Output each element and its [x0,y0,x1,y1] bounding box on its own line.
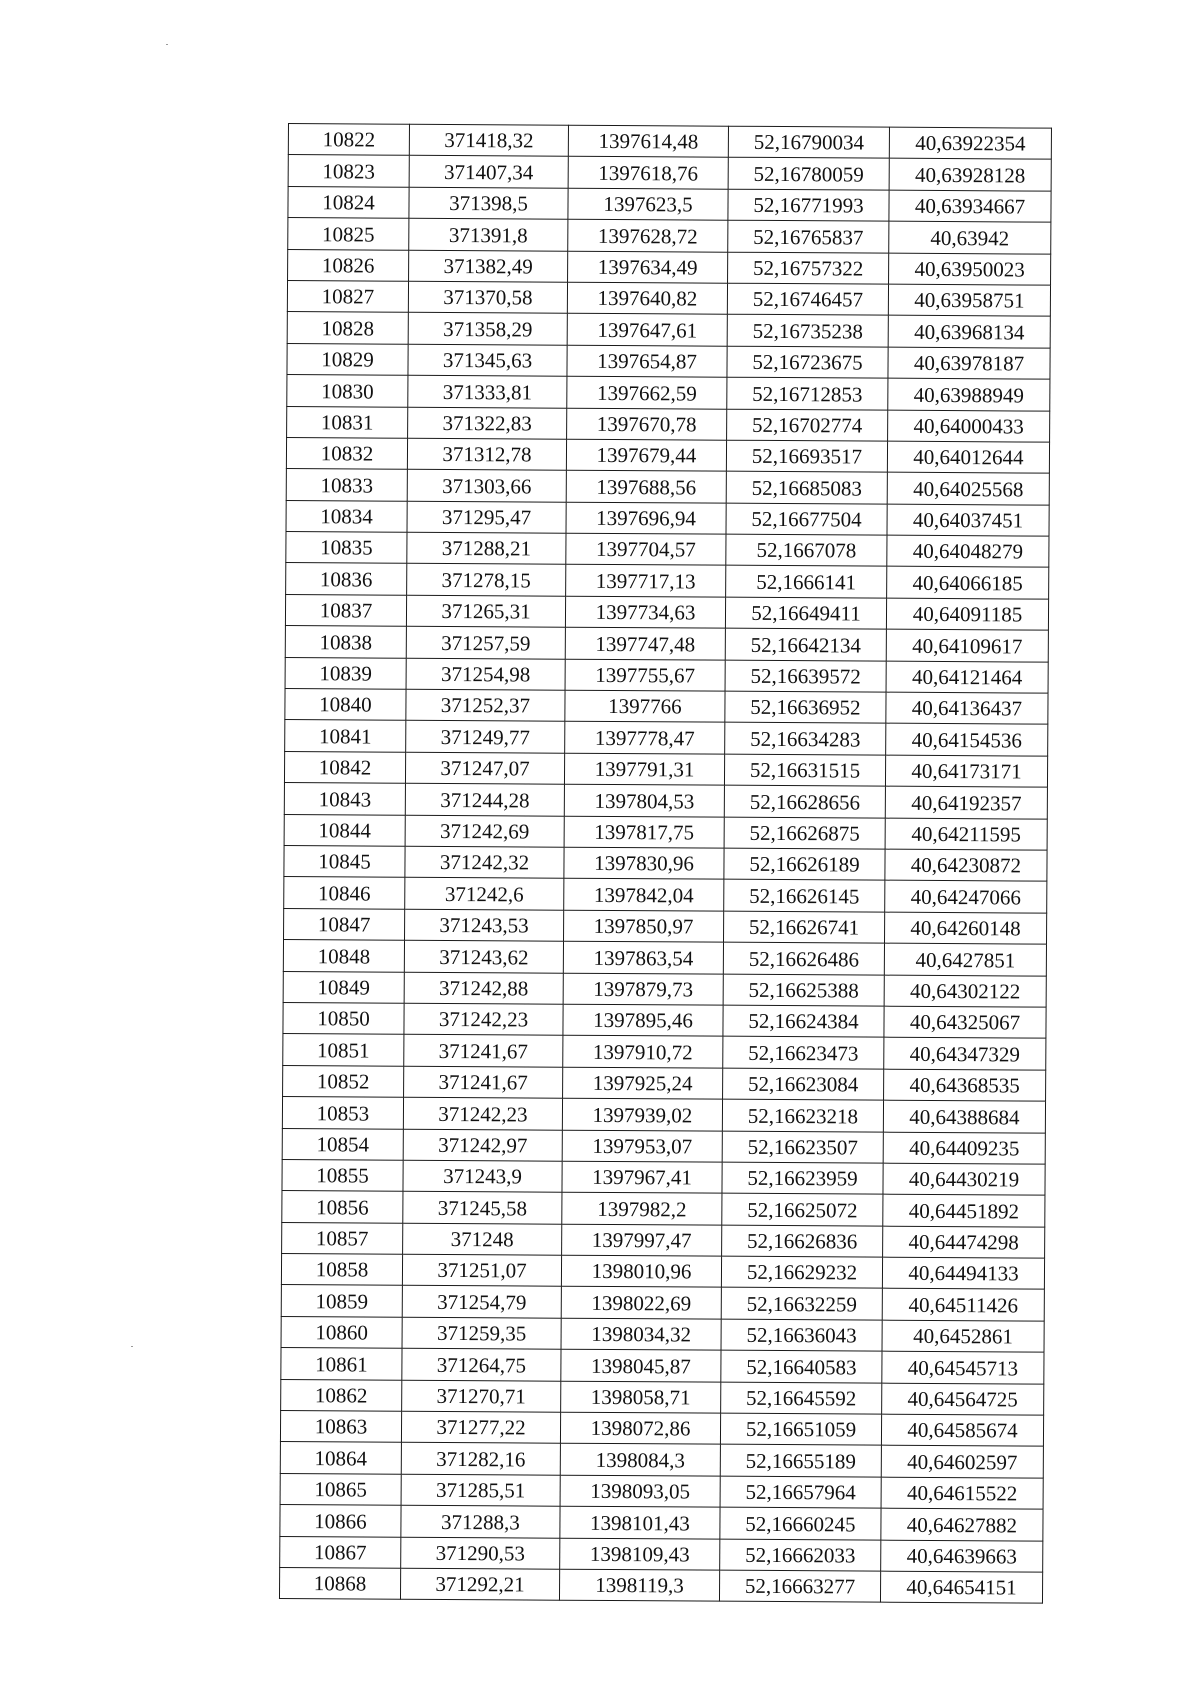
coordinates-table-body [279,124,1051,1604]
x-coordinate-cell: 371277,22 [401,1411,560,1443]
table-row [280,1410,1043,1446]
scan-speck [166,44,168,45]
table-row [284,908,1047,944]
point-number-cell: 10868 [279,1567,400,1599]
point-number-cell: 10826 [288,249,409,281]
table-row [283,1034,1046,1070]
point-number-cell: 10859 [281,1285,402,1317]
table-row [284,877,1047,913]
point-number-cell: 10864 [280,1442,401,1474]
table-row [285,657,1048,693]
longitude-cell: 40,63988949 [888,378,1050,410]
table-row [281,1348,1044,1384]
longitude-cell: 40,63958751 [888,284,1050,316]
y-coordinate-cell: 1398119,3 [559,1569,719,1601]
point-number-cell: 10840 [285,689,406,721]
table-row [287,375,1050,411]
x-coordinate-cell: 371398,5 [409,187,568,219]
x-coordinate-cell: 371270,71 [402,1380,561,1412]
table-row [285,689,1048,725]
x-coordinate-cell: 371245,58 [403,1192,562,1224]
longitude-cell: 40,64639663 [881,1540,1043,1572]
latitude-cell: 52,16693517 [726,440,887,472]
y-coordinate-cell: 1397879,73 [563,973,723,1005]
y-coordinate-cell: 1397925,24 [563,1067,723,1099]
table-row [280,1505,1043,1541]
latitude-cell: 52,16757322 [728,252,889,284]
y-coordinate-cell: 1398045,87 [561,1349,721,1381]
x-coordinate-cell: 371252,37 [406,689,565,721]
table-row [288,155,1051,191]
x-coordinate-cell: 371241,67 [404,1066,563,1098]
longitude-cell: 40,64136437 [886,692,1048,724]
latitude-cell: 52,16631515 [724,754,885,786]
latitude-cell: 52,16636043 [721,1319,882,1351]
y-coordinate-cell: 1398072,86 [560,1412,720,1444]
y-coordinate-cell: 1397863,54 [563,941,723,973]
longitude-cell: 40,64511426 [882,1289,1044,1321]
latitude-cell: 52,16623959 [722,1162,883,1194]
y-coordinate-cell: 1397679,44 [566,439,726,471]
point-number-cell: 10839 [285,657,406,689]
table-row [288,186,1051,222]
latitude-cell: 52,16790034 [728,126,889,158]
table-row [282,1097,1045,1133]
x-coordinate-cell: 371382,49 [409,250,568,282]
longitude-cell: 40,64388684 [883,1100,1045,1132]
latitude-cell: 52,16623084 [723,1068,884,1100]
table-row [281,1285,1044,1321]
point-number-cell: 10830 [287,375,408,407]
longitude-cell: 40,63928128 [889,159,1051,191]
y-coordinate-cell: 1398022,69 [561,1287,721,1319]
coordinates-table [279,123,1052,1604]
longitude-cell: 40,63942 [889,221,1051,253]
latitude-cell: 52,16624384 [723,1005,884,1037]
point-number-cell: 10865 [280,1473,401,1505]
x-coordinate-cell: 371282,16 [401,1443,560,1475]
latitude-cell: 52,16662033 [720,1539,881,1571]
table-row [284,751,1047,787]
y-coordinate-cell: 1397654,87 [567,345,727,377]
x-coordinate-cell: 371288,3 [401,1505,560,1537]
scan-speck [131,1346,133,1347]
point-number-cell: 10860 [281,1316,402,1348]
y-coordinate-cell: 1397688,56 [566,471,726,503]
table-row [283,940,1046,976]
y-coordinate-cell: 1397640,82 [567,282,727,314]
y-coordinate-cell: 1397717,13 [566,565,726,597]
latitude-cell: 52,16642134 [725,628,886,660]
latitude-cell: 52,16746457 [727,283,888,315]
latitude-cell: 52,16632259 [721,1288,882,1320]
longitude-cell: 40,63950023 [889,253,1051,285]
table-row [287,280,1050,316]
point-number-cell: 10828 [287,312,408,344]
latitude-cell: 52,16636952 [725,691,886,723]
point-number-cell: 10848 [283,940,404,972]
y-coordinate-cell: 1397747,48 [565,627,725,659]
point-number-cell: 10842 [284,751,405,783]
longitude-cell: 40,64602597 [881,1446,1043,1478]
latitude-cell: 52,16702774 [727,409,888,441]
x-coordinate-cell: 371259,35 [402,1317,561,1349]
longitude-cell: 40,64585674 [881,1414,1043,1446]
point-number-cell: 10836 [286,563,407,595]
point-number-cell: 10831 [287,406,408,438]
x-coordinate-cell: 371370,58 [408,281,567,313]
y-coordinate-cell: 1398010,96 [561,1255,721,1287]
point-number-cell: 10857 [282,1222,403,1254]
latitude-cell: 52,16771993 [728,189,889,221]
latitude-cell: 52,16651059 [720,1413,881,1445]
x-coordinate-cell: 371290,53 [401,1537,560,1569]
latitude-cell: 52,16657964 [720,1476,881,1508]
y-coordinate-cell: 1397997,47 [562,1224,722,1256]
table-row [280,1473,1043,1509]
point-number-cell: 10838 [285,626,406,658]
table-row [284,845,1047,881]
x-coordinate-cell: 371292,21 [400,1568,559,1600]
latitude-cell: 52,16712853 [727,377,888,409]
longitude-cell: 40,64048279 [887,535,1049,567]
point-number-cell: 10862 [281,1379,402,1411]
table-row [280,1536,1043,1572]
y-coordinate-cell: 1397634,49 [568,251,728,283]
latitude-cell: 52,16645592 [721,1382,882,1414]
x-coordinate-cell: 371248 [403,1223,562,1255]
y-coordinate-cell: 1397910,72 [563,1036,723,1068]
longitude-cell: 40,64564725 [882,1383,1044,1415]
longitude-cell: 40,64230872 [885,849,1047,881]
point-number-cell: 10866 [280,1505,401,1537]
y-coordinate-cell: 1397614,48 [568,125,728,157]
table-row [288,124,1051,160]
longitude-cell: 40,64154536 [886,724,1048,756]
table-row [285,720,1048,756]
x-coordinate-cell: 371242,88 [404,972,563,1004]
x-coordinate-cell: 371244,28 [405,783,564,815]
x-coordinate-cell: 371407,34 [409,156,568,188]
y-coordinate-cell: 1397967,41 [562,1161,722,1193]
x-coordinate-cell: 371242,23 [404,1003,563,1035]
x-coordinate-cell: 371288,21 [407,532,566,564]
point-number-cell: 10851 [283,1034,404,1066]
longitude-cell: 40,64025568 [887,472,1049,504]
y-coordinate-cell: 1398084,3 [560,1444,720,1476]
x-coordinate-cell: 371243,9 [403,1160,562,1192]
longitude-cell: 40,64474298 [883,1226,1045,1258]
point-number-cell: 10825 [288,218,409,250]
point-number-cell: 10832 [286,437,407,469]
y-coordinate-cell: 1397623,5 [568,188,728,220]
latitude-cell: 52,16639572 [725,660,886,692]
table-row [280,1442,1043,1478]
longitude-cell: 40,64091185 [886,598,1048,630]
y-coordinate-cell: 1397628,72 [568,219,728,251]
y-coordinate-cell: 1397850,97 [564,910,724,942]
y-coordinate-cell: 1397647,61 [567,314,727,346]
y-coordinate-cell: 1397939,02 [562,1098,722,1130]
point-number-cell: 10863 [280,1410,401,1442]
point-number-cell: 10858 [281,1254,402,1286]
longitude-cell: 40,6427851 [884,943,1046,975]
x-coordinate-cell: 371257,59 [406,626,565,658]
table-row [286,500,1049,536]
point-number-cell: 10835 [286,532,407,564]
x-coordinate-cell: 371333,81 [408,375,567,407]
point-number-cell: 10834 [286,500,407,532]
longitude-cell: 40,64325067 [884,1006,1046,1038]
y-coordinate-cell: 1397804,53 [564,784,724,816]
latitude-cell: 52,16626486 [723,942,884,974]
point-number-cell: 10837 [285,594,406,626]
y-coordinate-cell: 1398034,32 [561,1318,721,1350]
longitude-cell: 40,64302122 [884,975,1046,1007]
latitude-cell: 52,16655189 [720,1445,881,1477]
longitude-cell: 40,64037451 [887,504,1049,536]
x-coordinate-cell: 371247,07 [405,752,564,784]
x-coordinate-cell: 371278,15 [407,564,566,596]
latitude-cell: 52,16626875 [724,817,885,849]
table-row [282,1159,1045,1195]
table-row [287,312,1050,348]
point-number-cell: 10822 [288,124,409,156]
y-coordinate-cell: 1397704,57 [566,533,726,565]
y-coordinate-cell: 1397670,78 [567,408,727,440]
x-coordinate-cell: 371418,32 [409,124,568,156]
y-coordinate-cell: 1397755,67 [565,659,725,691]
longitude-cell: 40,64451892 [883,1194,1045,1226]
longitude-cell: 40,63934667 [889,190,1051,222]
y-coordinate-cell: 1397830,96 [564,847,724,879]
x-coordinate-cell: 371243,53 [405,909,564,941]
x-coordinate-cell: 371358,29 [408,313,567,345]
table-row [285,626,1048,662]
table-row [283,1065,1046,1101]
table-row [282,1191,1045,1227]
longitude-cell: 40,64211595 [885,818,1047,850]
x-coordinate-cell: 371243,62 [404,940,563,972]
latitude-cell: 52,16663277 [719,1570,880,1602]
table-row [281,1316,1044,1352]
longitude-cell: 40,6452861 [882,1320,1044,1352]
longitude-cell: 40,64121464 [886,661,1048,693]
latitude-cell: 52,16677504 [726,503,887,535]
x-coordinate-cell: 371249,77 [406,721,565,753]
latitude-cell: 52,16640583 [721,1350,882,1382]
table-row [284,814,1047,850]
latitude-cell: 52,16723675 [727,346,888,378]
point-number-cell: 10856 [282,1191,403,1223]
table-row [286,437,1049,473]
longitude-cell: 40,64247066 [885,881,1047,913]
point-number-cell: 10824 [288,186,409,218]
latitude-cell: 52,16623218 [722,1099,883,1131]
point-number-cell: 10841 [285,720,406,752]
latitude-cell: 52,16626189 [724,848,885,880]
x-coordinate-cell: 371264,75 [402,1348,561,1380]
latitude-cell: 52,16765837 [728,220,889,252]
y-coordinate-cell: 1397953,07 [562,1130,722,1162]
x-coordinate-cell: 371303,66 [407,470,566,502]
longitude-cell: 40,63968134 [888,316,1050,348]
longitude-cell: 40,64012644 [887,441,1049,473]
table-row [287,343,1050,379]
latitude-cell: 52,16623473 [723,1037,884,1069]
table-row [286,469,1049,505]
longitude-cell: 40,64654151 [880,1571,1042,1603]
longitude-cell: 40,64066185 [887,567,1049,599]
point-number-cell: 10823 [288,155,409,187]
x-coordinate-cell: 371242,23 [403,1097,562,1129]
y-coordinate-cell: 1398058,71 [561,1381,721,1413]
table-row [284,783,1047,819]
latitude-cell: 52,16626741 [724,911,885,943]
x-coordinate-cell: 371242,32 [405,846,564,878]
table-row [286,563,1049,599]
longitude-cell: 40,64000433 [888,410,1050,442]
latitude-cell: 52,16780059 [728,158,889,190]
longitude-cell: 40,64347329 [884,1037,1046,1069]
x-coordinate-cell: 371265,31 [406,595,565,627]
x-coordinate-cell: 371242,69 [405,815,564,847]
y-coordinate-cell: 1397618,76 [568,157,728,189]
latitude-cell: 52,16685083 [726,471,887,503]
latitude-cell: 52,16623507 [722,1131,883,1163]
x-coordinate-cell: 371242,6 [405,878,564,910]
point-number-cell: 10847 [284,908,405,940]
latitude-cell: 52,16629232 [721,1256,882,1288]
point-number-cell: 10827 [287,280,408,312]
table-row [285,594,1048,630]
x-coordinate-cell: 371242,97 [403,1129,562,1161]
y-coordinate-cell: 1397734,63 [565,596,725,628]
y-coordinate-cell: 1397982,2 [562,1192,722,1224]
point-number-cell: 10850 [283,1002,404,1034]
point-number-cell: 10846 [284,877,405,909]
x-coordinate-cell: 371254,79 [402,1286,561,1318]
latitude-cell: 52,16649411 [725,597,886,629]
latitude-cell: 52,16625388 [723,974,884,1006]
y-coordinate-cell: 1398109,43 [560,1538,720,1570]
x-coordinate-cell: 371251,07 [402,1254,561,1286]
latitude-cell: 52,16634283 [725,723,886,755]
point-number-cell: 10849 [283,971,404,1003]
longitude-cell: 40,64430219 [883,1163,1045,1195]
table-row [286,532,1049,568]
point-number-cell: 10852 [283,1065,404,1097]
table-row [281,1254,1044,1290]
latitude-cell: 52,16625072 [722,1193,883,1225]
latitude-cell: 52,1667078 [726,534,887,566]
y-coordinate-cell: 1397696,94 [566,502,726,534]
latitude-cell: 52,1666141 [726,566,887,598]
y-coordinate-cell: 1397842,04 [564,879,724,911]
y-coordinate-cell: 1397766 [565,690,725,722]
table-row [283,971,1046,1007]
x-coordinate-cell: 371285,51 [401,1474,560,1506]
longitude-cell: 40,64109617 [886,629,1048,661]
x-coordinate-cell: 371254,98 [406,658,565,690]
longitude-cell: 40,64627882 [881,1508,1043,1540]
latitude-cell: 52,16626145 [724,880,885,912]
point-number-cell: 10853 [282,1097,403,1129]
x-coordinate-cell: 371241,67 [404,1035,563,1067]
point-number-cell: 10829 [287,343,408,375]
y-coordinate-cell: 1397662,59 [567,376,727,408]
point-number-cell: 10854 [282,1128,403,1160]
longitude-cell: 40,64615522 [881,1477,1043,1509]
longitude-cell: 40,64192357 [885,786,1047,818]
y-coordinate-cell: 1397791,31 [564,753,724,785]
longitude-cell: 40,64545713 [882,1351,1044,1383]
longitude-cell: 40,64368535 [884,1069,1046,1101]
x-coordinate-cell: 371322,83 [408,407,567,439]
point-number-cell: 10867 [280,1536,401,1568]
point-number-cell: 10843 [284,783,405,815]
point-number-cell: 10833 [286,469,407,501]
point-number-cell: 10855 [282,1159,403,1191]
table-row [288,218,1051,254]
point-number-cell: 10845 [284,845,405,877]
y-coordinate-cell: 1397778,47 [565,722,725,754]
table-row [288,249,1051,285]
x-coordinate-cell: 371295,47 [407,501,566,533]
latitude-cell: 52,16628656 [724,785,885,817]
table-row [282,1222,1045,1258]
longitude-cell: 40,64173171 [885,755,1047,787]
table-row [282,1128,1045,1164]
latitude-cell: 52,16660245 [720,1507,881,1539]
x-coordinate-cell: 371391,8 [409,218,568,250]
longitude-cell: 40,64260148 [885,912,1047,944]
table-row [279,1567,1042,1603]
point-number-cell: 10844 [284,814,405,846]
longitude-cell: 40,63978187 [888,347,1050,379]
table-row [287,406,1050,442]
longitude-cell: 40,63922354 [889,127,1051,159]
x-coordinate-cell: 371345,63 [408,344,567,376]
longitude-cell: 40,64494133 [882,1257,1044,1289]
latitude-cell: 52,16735238 [727,315,888,347]
y-coordinate-cell: 1398093,05 [560,1475,720,1507]
table-row [281,1379,1044,1415]
x-coordinate-cell: 371312,78 [407,438,566,470]
y-coordinate-cell: 1397895,46 [563,1004,723,1036]
latitude-cell: 52,16626836 [722,1225,883,1257]
y-coordinate-cell: 1397817,75 [564,816,724,848]
y-coordinate-cell: 1398101,43 [560,1506,720,1538]
point-number-cell: 10861 [281,1348,402,1380]
longitude-cell: 40,64409235 [883,1132,1045,1164]
table-row [283,1002,1046,1038]
